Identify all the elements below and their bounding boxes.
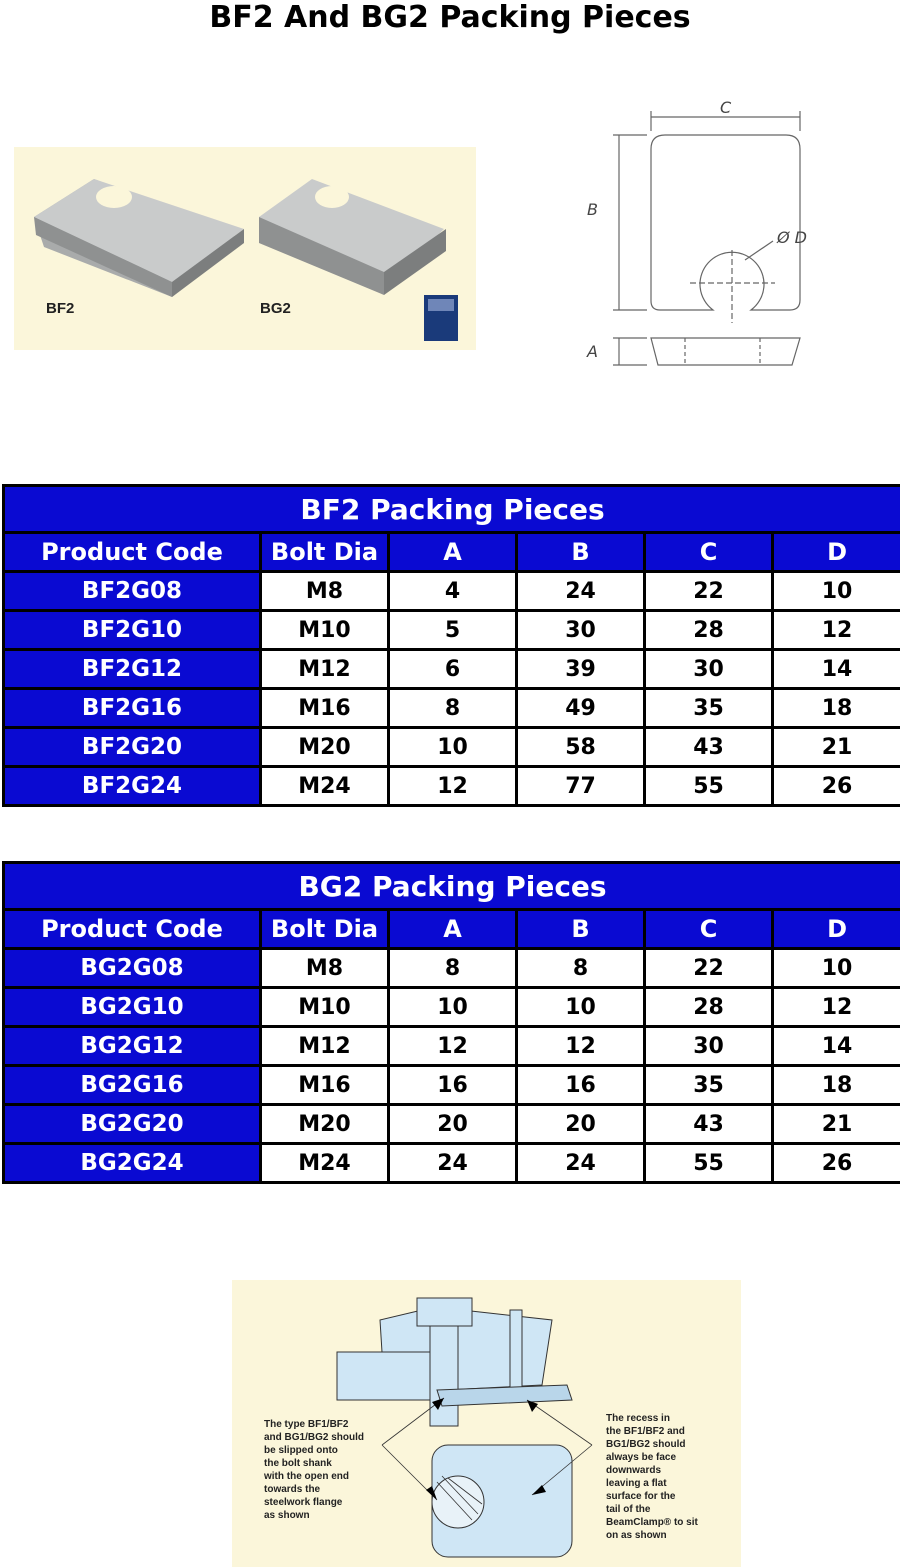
table-cell: M20 bbox=[261, 1105, 389, 1144]
table-cell: 22 bbox=[645, 572, 773, 611]
table-cell: 39 bbox=[517, 650, 645, 689]
product-code: BF2G16 bbox=[4, 689, 261, 728]
table-cell: 10 bbox=[517, 988, 645, 1027]
table-row bbox=[4, 767, 900, 806]
bg2-table bbox=[2, 861, 900, 1184]
table-cell: 10 bbox=[389, 728, 517, 767]
table-cell: 30 bbox=[645, 1027, 773, 1066]
table-cell: 4 bbox=[389, 572, 517, 611]
product-code: BG2G20 bbox=[4, 1105, 261, 1144]
product-code: BF2G08 bbox=[4, 572, 261, 611]
column-header: Bolt Dia bbox=[261, 533, 389, 572]
product-code: BF2G20 bbox=[4, 728, 261, 767]
table-cell: 22 bbox=[645, 949, 773, 988]
column-header: Product Code bbox=[4, 533, 261, 572]
table-cell: 24 bbox=[517, 572, 645, 611]
product-code: BG2G08 bbox=[4, 949, 261, 988]
table-cell: M24 bbox=[261, 767, 389, 806]
table-cell: 12 bbox=[773, 988, 900, 1027]
bf2-piece-image bbox=[34, 179, 244, 297]
table-cell: M20 bbox=[261, 728, 389, 767]
installation-note-left: The type BF1/BF2 and BG1/BG2 should be slipped onto the bolt shank with the open end towards the steelwork flange as shown bbox=[264, 1419, 365, 1521]
table-cell: 28 bbox=[645, 611, 773, 650]
column-header: D bbox=[773, 533, 900, 572]
table-cell: 49 bbox=[517, 689, 645, 728]
table-row bbox=[4, 650, 900, 689]
bg2-photo-label: BG2 bbox=[260, 300, 291, 317]
bf2-table bbox=[2, 484, 900, 807]
table-cell: 12 bbox=[517, 1027, 645, 1066]
table-cell: 24 bbox=[389, 1144, 517, 1183]
table-cell: 14 bbox=[773, 1027, 900, 1066]
bg2-header-row bbox=[4, 910, 900, 949]
table-cell: 30 bbox=[517, 611, 645, 650]
table-row bbox=[4, 1027, 900, 1066]
table-row bbox=[4, 1144, 900, 1183]
table-cell: 35 bbox=[645, 689, 773, 728]
table-row bbox=[4, 572, 900, 611]
product-code: BF2G10 bbox=[4, 611, 261, 650]
column-header: Bolt Dia bbox=[261, 910, 389, 949]
dimension-label-b: B bbox=[587, 200, 598, 219]
table-cell: 20 bbox=[517, 1105, 645, 1144]
table-row bbox=[4, 988, 900, 1027]
table-cell: 43 bbox=[645, 728, 773, 767]
table-cell: M12 bbox=[261, 650, 389, 689]
table-cell: 55 bbox=[645, 1144, 773, 1183]
dimension-label-c: C bbox=[720, 98, 732, 117]
installation-note-right: The recess in the BF1/BF2 and BG1/BG2 should always be face downwards leaving a flat surface for the tail of the BeamClamp® to sit on as shown bbox=[606, 1413, 698, 1541]
table-cell: 8 bbox=[517, 949, 645, 988]
product-code: BG2G24 bbox=[4, 1144, 261, 1183]
packing-piece-dimension-diagram bbox=[585, 95, 825, 375]
table-cell: 12 bbox=[389, 1027, 517, 1066]
table-row bbox=[4, 949, 900, 988]
column-header: C bbox=[645, 910, 773, 949]
column-header: C bbox=[645, 533, 773, 572]
product-code: BF2G12 bbox=[4, 650, 261, 689]
table-cell: 26 bbox=[773, 1144, 900, 1183]
table-cell: 12 bbox=[773, 611, 900, 650]
dimension-drawing bbox=[585, 95, 825, 375]
table-cell: 21 bbox=[773, 728, 900, 767]
column-header: B bbox=[517, 533, 645, 572]
table-cell: 21 bbox=[773, 1105, 900, 1144]
table-row bbox=[4, 689, 900, 728]
table-cell: M8 bbox=[261, 572, 389, 611]
table-cell: 6 bbox=[389, 650, 517, 689]
table-cell: M10 bbox=[261, 988, 389, 1027]
table-cell: M16 bbox=[261, 1066, 389, 1105]
table-cell: 5 bbox=[389, 611, 517, 650]
product-code: BG2G12 bbox=[4, 1027, 261, 1066]
table-cell: 18 bbox=[773, 689, 900, 728]
table-row bbox=[4, 1105, 900, 1144]
table-row bbox=[4, 611, 900, 650]
installation-diagram bbox=[232, 1280, 741, 1567]
table-cell: 26 bbox=[773, 767, 900, 806]
bg2-table-caption: BG2 Packing Pieces bbox=[4, 863, 900, 910]
table-cell: 10 bbox=[773, 949, 900, 988]
product-code: BG2G10 bbox=[4, 988, 261, 1027]
table-cell: 55 bbox=[645, 767, 773, 806]
table-cell: 10 bbox=[773, 572, 900, 611]
table-cell: 77 bbox=[517, 767, 645, 806]
table-cell: 43 bbox=[645, 1105, 773, 1144]
table-cell: 58 bbox=[517, 728, 645, 767]
table-cell: M24 bbox=[261, 1144, 389, 1183]
table-cell: 24 bbox=[517, 1144, 645, 1183]
table-cell: 14 bbox=[773, 650, 900, 689]
table-row bbox=[4, 1066, 900, 1105]
product-code: BF2G24 bbox=[4, 767, 261, 806]
table-cell: 30 bbox=[645, 650, 773, 689]
table-cell: M8 bbox=[261, 949, 389, 988]
dimension-label-d: Ø D bbox=[777, 228, 807, 247]
column-header: A bbox=[389, 910, 517, 949]
table-cell: 12 bbox=[389, 767, 517, 806]
table-cell: 10 bbox=[389, 988, 517, 1027]
column-header: Product Code bbox=[4, 910, 261, 949]
page-title: BF2 And BG2 Packing Pieces bbox=[209, 0, 691, 35]
product-code: BG2G16 bbox=[4, 1066, 261, 1105]
bg2-piece-image bbox=[259, 179, 446, 295]
table-cell: 16 bbox=[389, 1066, 517, 1105]
packing-pieces-illustration bbox=[14, 147, 476, 350]
table-cell: 20 bbox=[389, 1105, 517, 1144]
dimension-label-a: A bbox=[587, 342, 598, 361]
column-header: A bbox=[389, 533, 517, 572]
bf2-table-caption: BF2 Packing Pieces bbox=[4, 486, 900, 533]
table-cell: M10 bbox=[261, 611, 389, 650]
column-header: D bbox=[773, 910, 900, 949]
table-cell: 18 bbox=[773, 1066, 900, 1105]
table-cell: M12 bbox=[261, 1027, 389, 1066]
table-row bbox=[4, 728, 900, 767]
product-photo bbox=[14, 147, 476, 350]
table-cell: 8 bbox=[389, 689, 517, 728]
table-cell: 35 bbox=[645, 1066, 773, 1105]
table-cell: 28 bbox=[645, 988, 773, 1027]
bf2-photo-label: BF2 bbox=[46, 300, 75, 317]
table-cell: M16 bbox=[261, 689, 389, 728]
table-cell: 16 bbox=[517, 1066, 645, 1105]
table-cell: 8 bbox=[389, 949, 517, 988]
column-header: B bbox=[517, 910, 645, 949]
bf2-header-row bbox=[4, 533, 900, 572]
